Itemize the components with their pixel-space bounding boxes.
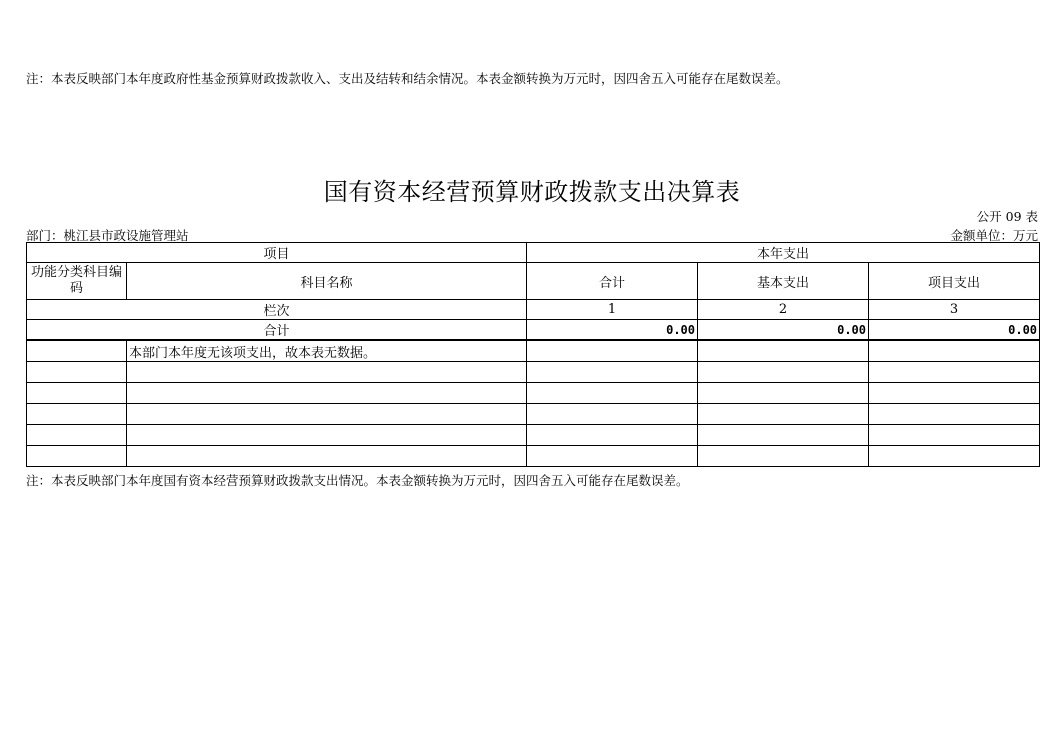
table-cell — [27, 340, 127, 362]
top-note: 注：本表反映部门本年度政府性基金预算财政拨款收入、支出及结转和结余情况。本表金额转换为万元时，因四舍五入可能存在尾数误差。 — [26, 71, 789, 86]
table-cell — [698, 340, 869, 362]
table-cell — [27, 383, 127, 404]
department-label: 部门：桃江县市政设施管理站 — [26, 228, 189, 243]
table-cell — [27, 404, 127, 425]
table-cell — [527, 383, 698, 404]
header-current-year: 本年支出 — [527, 243, 1040, 263]
table-cell — [27, 362, 127, 383]
form-number: 公开 09 表 — [976, 209, 1038, 224]
row-index-2: 2 — [698, 300, 869, 320]
amount-unit-label: 金额单位：万元 — [950, 228, 1038, 243]
page-title: 国有资本经营预算财政拨款支出决算表 — [323, 178, 741, 206]
table-cell — [698, 383, 869, 404]
table-cell — [869, 425, 1040, 446]
table-row — [27, 362, 1040, 383]
header-project: 项目 — [27, 243, 527, 263]
table-row — [27, 404, 1040, 425]
table-cell — [527, 404, 698, 425]
table-cell — [127, 425, 527, 446]
row-index-label: 栏次 — [27, 300, 527, 320]
expenditure-table — [26, 242, 1040, 467]
table-cell — [127, 362, 527, 383]
total-basic-value: 0.00 — [698, 320, 869, 341]
table-cell — [527, 425, 698, 446]
table-cell — [869, 383, 1040, 404]
table-cell — [527, 362, 698, 383]
table-cell — [127, 404, 527, 425]
header-name: 科目名称 — [127, 263, 527, 300]
table-cell — [869, 340, 1040, 362]
table-cell — [698, 425, 869, 446]
header-basic: 基本支出 — [698, 263, 869, 300]
total-project-value: 0.00 — [869, 320, 1040, 341]
table-row — [27, 383, 1040, 404]
table-cell — [127, 446, 527, 467]
table-cell — [869, 446, 1040, 467]
table-cell — [869, 362, 1040, 383]
empty-message: 本部门本年度无该项支出，故本表无数据。 — [127, 340, 527, 362]
bottom-note: 注：本表反映部门本年度国有资本经营预算财政拨款支出情况。本表金额转换为万元时，因四舍五入可能存在尾数误差。 — [26, 473, 689, 488]
table-cell — [27, 425, 127, 446]
table-cell — [27, 446, 127, 467]
total-all-value: 0.00 — [527, 320, 698, 341]
table-cell — [127, 383, 527, 404]
header-total: 合计 — [527, 263, 698, 300]
row-index-3: 3 — [869, 300, 1040, 320]
table-row — [27, 446, 1040, 467]
header-project-exp: 项目支出 — [869, 263, 1040, 300]
table-cell — [527, 446, 698, 467]
table-row — [27, 425, 1040, 446]
table-cell — [698, 446, 869, 467]
total-row-label: 合计 — [27, 320, 527, 341]
table-cell — [869, 404, 1040, 425]
table-cell — [698, 362, 869, 383]
row-index-1: 1 — [527, 300, 698, 320]
table-cell — [527, 340, 698, 362]
table-cell — [698, 404, 869, 425]
header-code: 功能分类科目编码 — [27, 263, 127, 300]
